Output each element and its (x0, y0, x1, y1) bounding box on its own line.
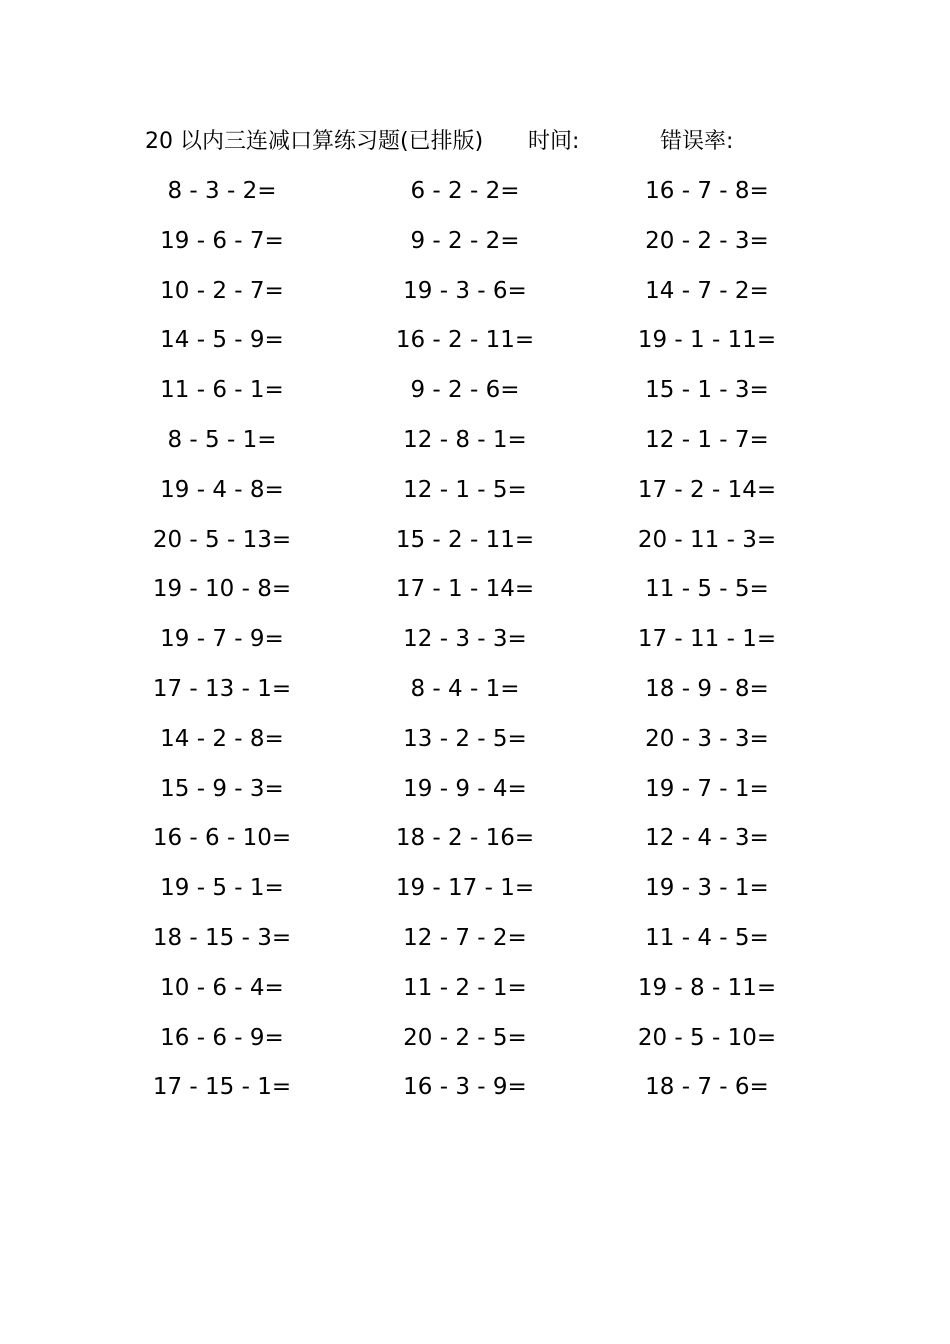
problem-item: 15 - 2 - 11= (395, 526, 535, 553)
problem-item: 19 - 17 - 1= (395, 875, 535, 902)
problem-row (0, 423, 950, 473)
problem-item: 19 - 7 - 1= (645, 775, 769, 802)
problem-row (0, 174, 950, 224)
problem-item: 19 - 5 - 1= (160, 875, 284, 902)
problem-item: 10 - 2 - 7= (160, 277, 284, 304)
problem-item: 17 - 2 - 14= (637, 476, 777, 503)
problem-item: 15 - 1 - 3= (645, 377, 769, 404)
problem-item: 19 - 3 - 6= (403, 277, 527, 304)
problem-item: 12 - 1 - 5= (403, 476, 527, 503)
problem-item: 6 - 2 - 2= (410, 178, 520, 204)
problem-item: 19 - 9 - 4= (403, 775, 527, 802)
problem-grid (0, 174, 950, 1120)
problem-item: 19 - 4 - 8= (160, 476, 284, 503)
problem-item: 9 - 2 - 2= (410, 227, 520, 254)
problem-row (0, 622, 950, 672)
problem-row (0, 323, 950, 373)
problem-item: 14 - 7 - 2= (645, 277, 769, 304)
problem-item: 11 - 2 - 1= (403, 974, 527, 1001)
problem-item: 14 - 2 - 8= (160, 725, 284, 752)
problem-row (0, 274, 950, 324)
problem-item: 14 - 5 - 9= (160, 327, 284, 354)
problem-item: 16 - 2 - 11= (395, 327, 535, 354)
problem-row (0, 1021, 950, 1071)
problem-row (0, 672, 950, 722)
problem-item: 20 - 11 - 3= (637, 526, 777, 553)
problem-item: 19 - 10 - 8= (152, 576, 292, 603)
problem-item: 18 - 2 - 16= (395, 825, 535, 852)
problem-item: 20 - 5 - 13= (152, 526, 292, 553)
problem-row (0, 572, 950, 622)
problem-item: 17 - 15 - 1= (152, 1074, 292, 1101)
problem-item: 20 - 2 - 5= (403, 1024, 527, 1051)
problem-item: 17 - 11 - 1= (637, 626, 777, 653)
time-label: 时间: (528, 129, 580, 154)
problem-item: 16 - 6 - 10= (152, 825, 292, 852)
problem-row (0, 473, 950, 523)
problem-item: 11 - 4 - 5= (645, 924, 769, 951)
problem-item: 19 - 3 - 1= (645, 875, 769, 902)
problem-item: 12 - 3 - 3= (403, 626, 527, 653)
problem-row (0, 821, 950, 871)
problem-item: 16 - 6 - 9= (160, 1024, 284, 1051)
problem-row (0, 722, 950, 772)
problem-row (0, 971, 950, 1021)
problem-item: 15 - 9 - 3= (160, 775, 284, 802)
problem-item: 20 - 3 - 3= (645, 725, 769, 752)
problem-item: 18 - 9 - 8= (645, 675, 769, 702)
problem-item: 16 - 7 - 8= (645, 178, 769, 204)
problem-row (0, 523, 950, 573)
problem-item: 11 - 5 - 5= (645, 576, 769, 603)
problem-item: 19 - 8 - 11= (637, 974, 777, 1001)
problem-item: 18 - 15 - 3= (152, 924, 292, 951)
problem-item: 19 - 1 - 11= (637, 327, 777, 354)
problem-row (0, 1070, 950, 1120)
problem-item: 8 - 3 - 2= (167, 178, 277, 204)
problem-item: 20 - 2 - 3= (645, 227, 769, 254)
problem-item: 20 - 5 - 10= (637, 1024, 777, 1051)
problem-row (0, 871, 950, 921)
error-rate-label: 错误率: (660, 129, 734, 154)
problem-item: 12 - 4 - 3= (645, 825, 769, 852)
problem-item: 19 - 6 - 7= (160, 227, 284, 254)
problem-item: 17 - 13 - 1= (152, 675, 292, 702)
problem-row (0, 772, 950, 822)
problem-row (0, 224, 950, 274)
problem-item: 8 - 4 - 1= (410, 675, 520, 702)
problem-item: 19 - 7 - 9= (160, 626, 284, 653)
problem-item: 8 - 5 - 1= (167, 426, 277, 453)
problem-item: 12 - 1 - 7= (645, 426, 769, 453)
problem-item: 12 - 8 - 1= (403, 426, 527, 453)
problem-row (0, 373, 950, 423)
problem-item: 9 - 2 - 6= (410, 377, 520, 404)
problem-item: 10 - 6 - 4= (160, 974, 284, 1001)
problem-item: 12 - 7 - 2= (403, 924, 527, 951)
problem-item: 13 - 2 - 5= (403, 725, 527, 752)
problem-item: 18 - 7 - 6= (645, 1074, 769, 1101)
problem-item: 17 - 1 - 14= (395, 576, 535, 603)
problem-row (0, 921, 950, 971)
problem-item: 11 - 6 - 1= (160, 377, 284, 404)
worksheet-title: 20 以内三连减口算练习题(已排版) (145, 129, 484, 154)
problem-item: 16 - 3 - 9= (403, 1074, 527, 1101)
